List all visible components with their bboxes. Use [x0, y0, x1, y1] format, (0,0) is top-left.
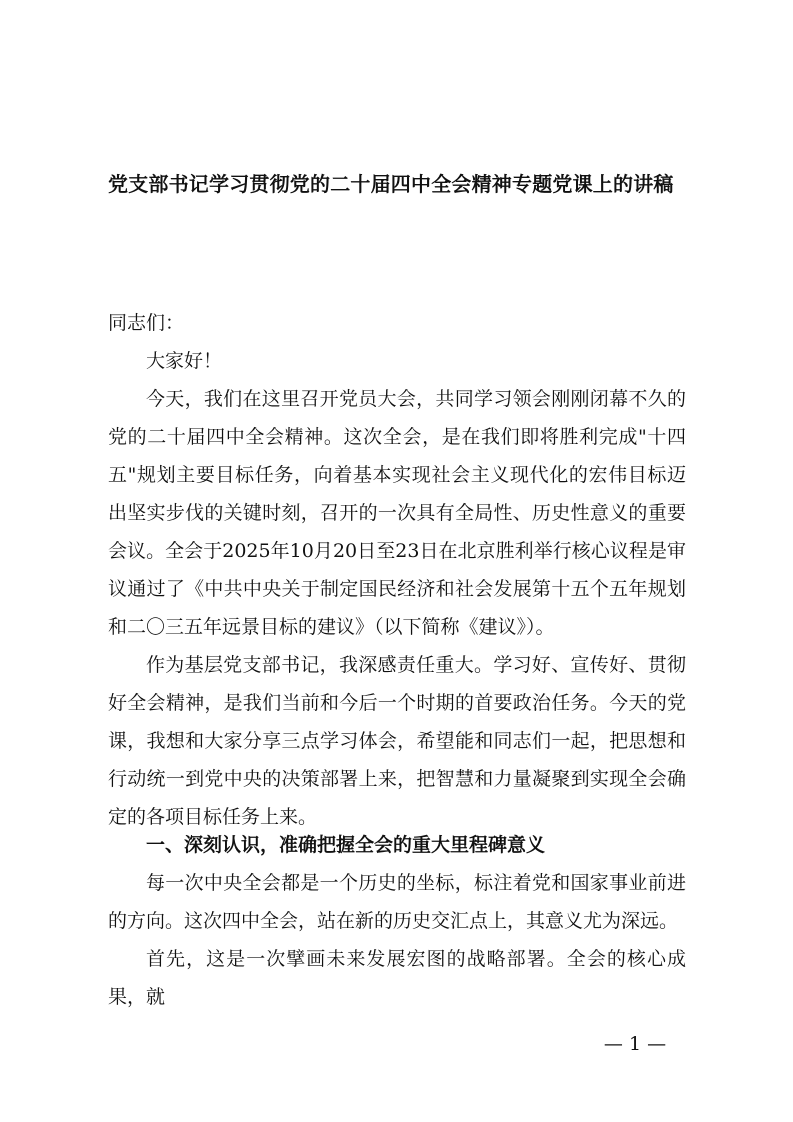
paragraph-responsibility: 作为基层党支部书记，我深感责任重大。学习好、宣传好、贯彻好全会精神，是我们当前和今后一个时期的首要政治任务。今天的党课，我想和大家分享三点学习体会，希望能和同志们一起，把思想和行动统一到党中央的决策部署上来，把智慧和力量凝聚到实现全会确定的各项目标任务上来。: [108, 654, 686, 828]
section-heading: 一、深刻认识，准确把握全会的重大里程碑意义: [146, 834, 546, 856]
salutation: 同志们：: [108, 312, 185, 334]
paragraph-first-point: 首先，这是一次擘画未来发展宏图的战略部署。全会的核心成果，就: [108, 948, 686, 1008]
page-number: — 1 —: [603, 1033, 667, 1055]
paragraph-intro: 今天，我们在这里召开党员大会，共同学习领会刚刚闭幕不久的党的二十届四中全会精神。这次全会，是在我们即将胜利完成"十四五"规划主要目标任务，向着基本实现社会主义现代化的宏伟目标迈出坚实步伐的关键时刻，召开的一次具有全局性、历史性意义的重要会议。全会于2025年10月20日至23日在北京胜利举行核心议程是审议通过了《中共中央关于制定国民经济和社会发展第十五个五年规划和二〇三五年远景目标的建议》（以下简称《建议》）。: [108, 388, 686, 638]
greeting: 大家好！: [146, 350, 223, 372]
document-title: 党支部书记学习贯彻党的二十届四中全会精神专题党课上的讲稿: [108, 172, 674, 196]
paragraph-section-intro: 每一次中央全会都是一个历史的坐标，标注着党和国家事业前进的方向。这次四中全会，站在新的历史交汇点上，其意义尤为深远。: [108, 872, 686, 932]
